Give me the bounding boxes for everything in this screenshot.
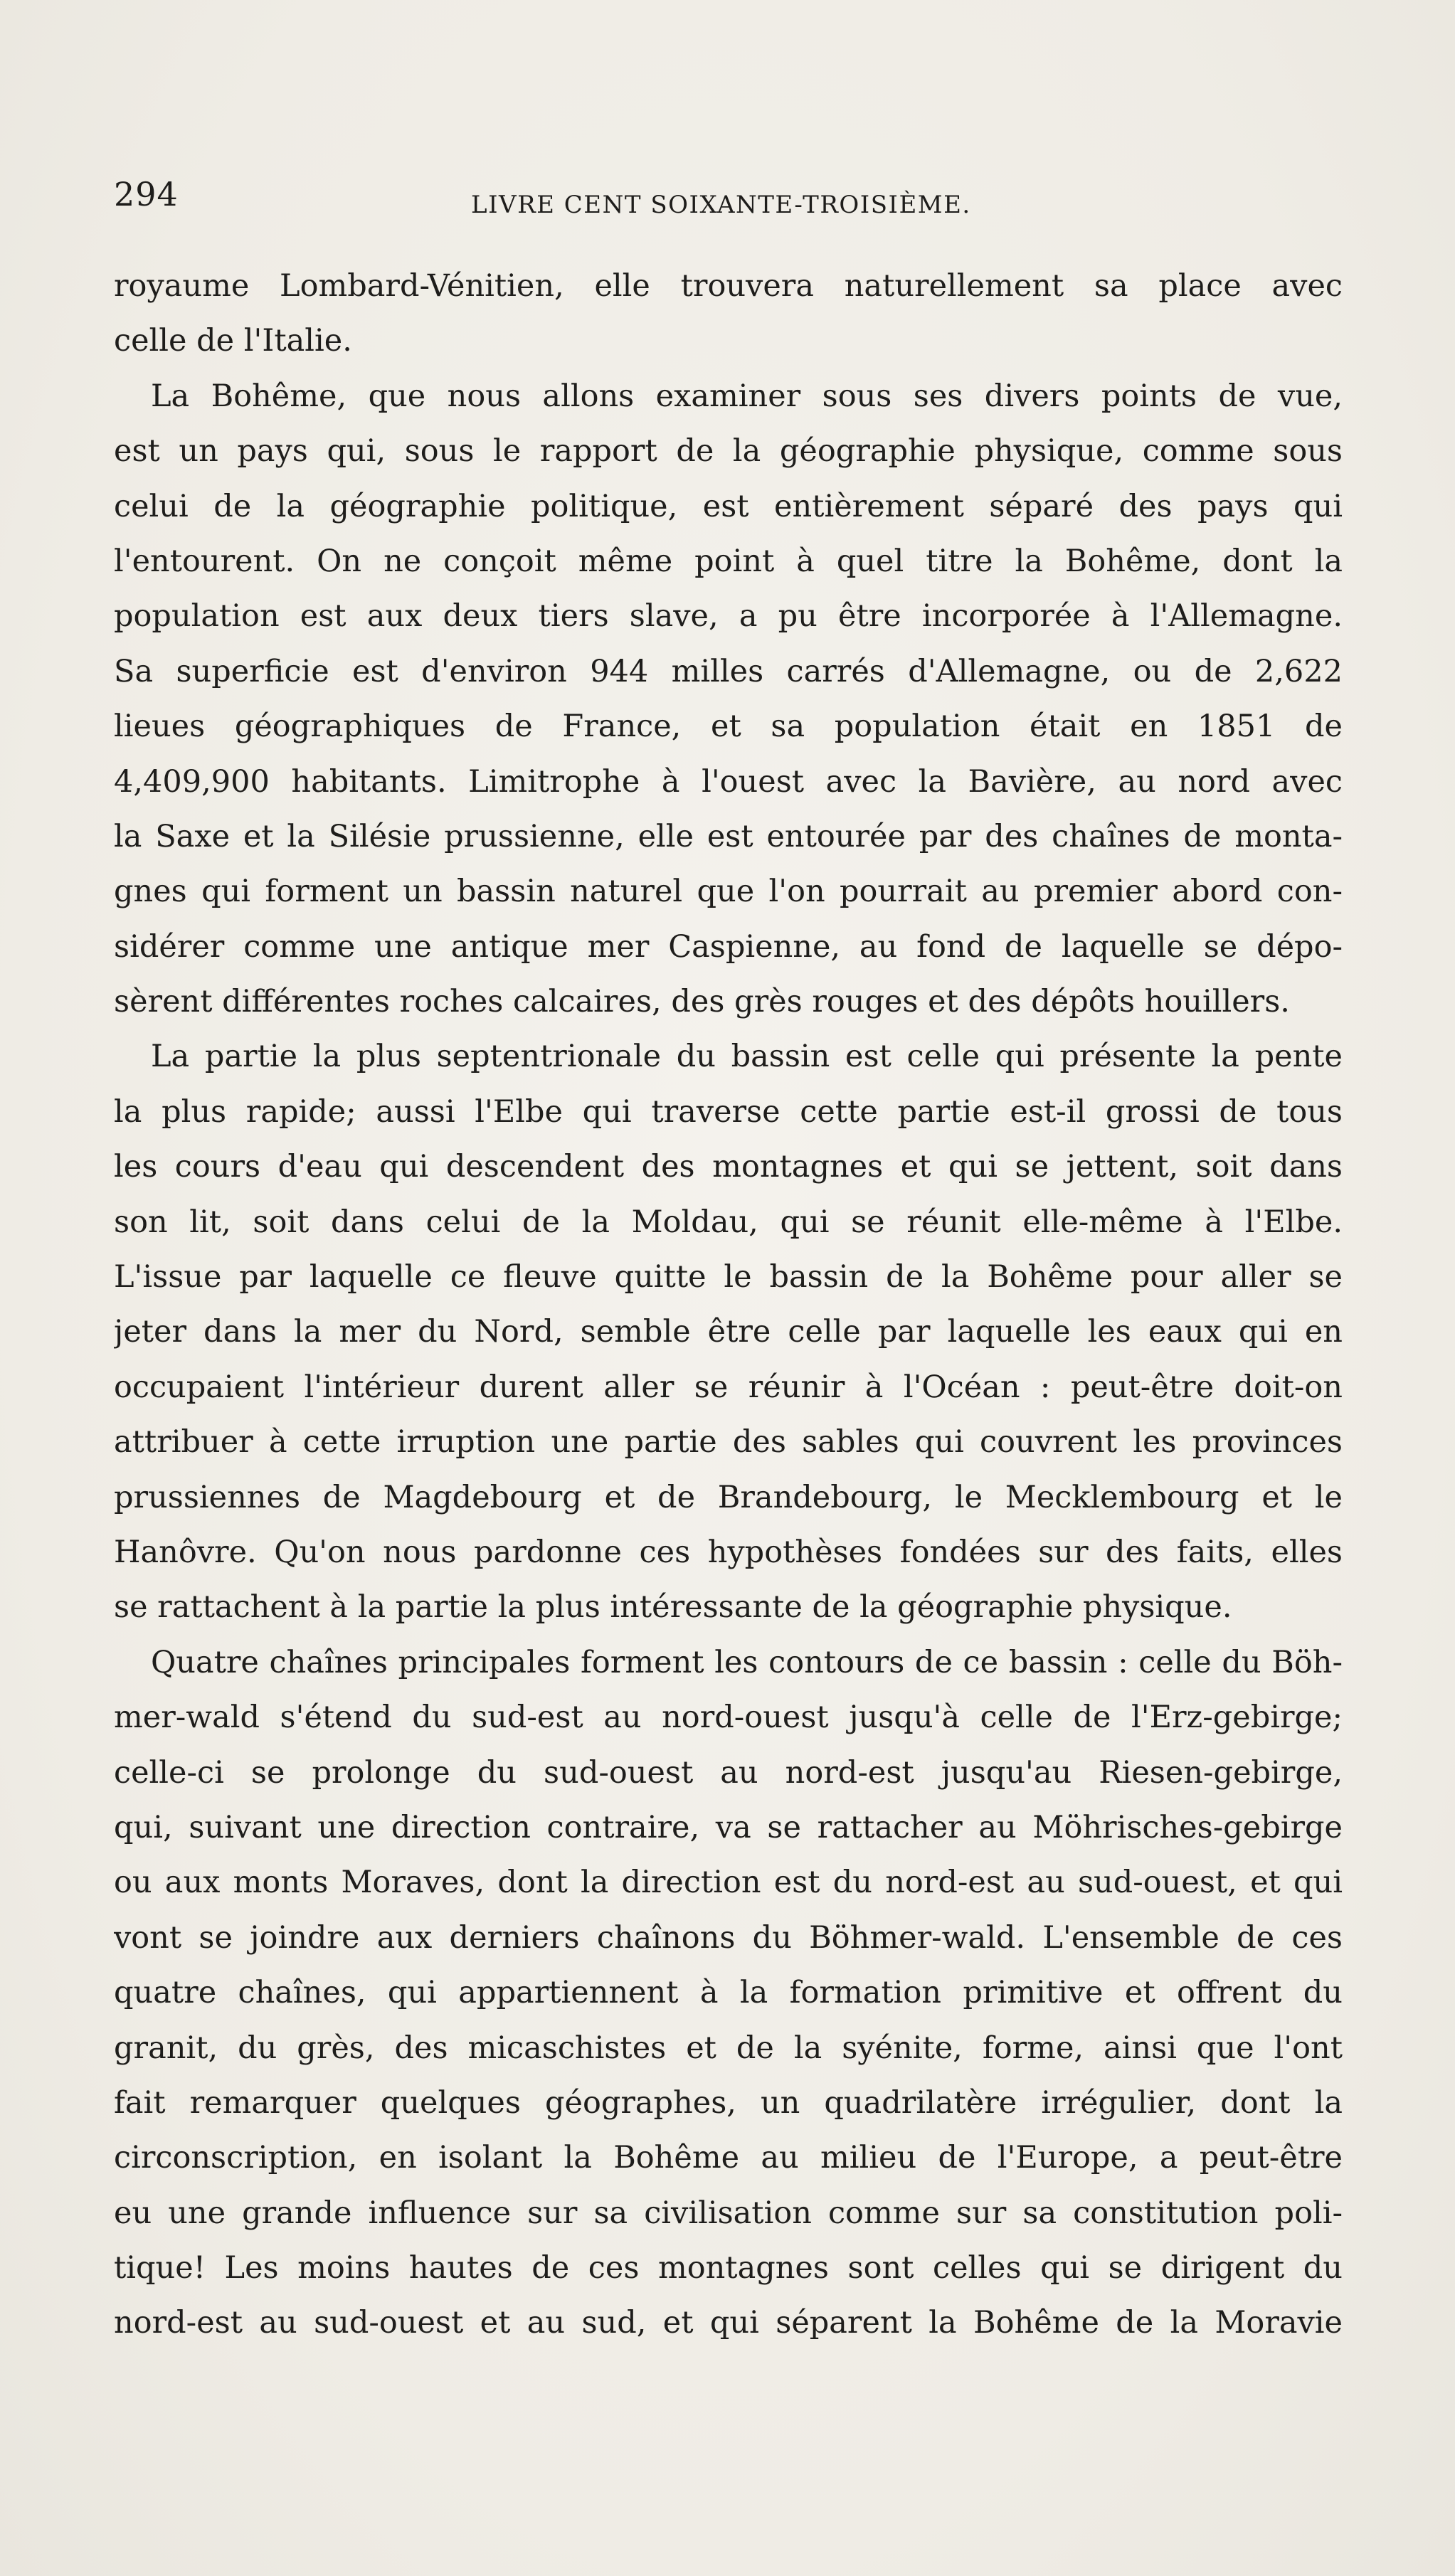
body-text [114, 259, 1343, 2351]
text-line: ou aux monts Moraves, dont la direction est du nord-est au sud-ouest, et qui [114, 1865, 1343, 1901]
text-line: fait remarquer quelques géographes, un quadrilatère irrégulier, dont la [114, 2084, 1343, 2121]
text-line: La partie la plus septentrionale du bassin est celle qui présente la pente [151, 1039, 1343, 1075]
text-line: lieues géographiques de France, et sa population était en 1851 de [114, 709, 1343, 745]
text-line: l'entourent. On ne conçoit même point à quel titre la Bohême, dont la [114, 543, 1343, 579]
text-line: quatre chaînes, qui appartiennent à la formation primitive et offrent du [114, 1975, 1343, 2011]
text-line: est un pays qui, sous le rapport de la géographie physique, comme sous [114, 433, 1343, 470]
text-line: 4,409,900 habitants. Limitrophe à l'ouest avec la Bavière, au nord avec [114, 763, 1343, 800]
text-line: L'issue par laquelle ce fleuve quitte le bassin de la Bohême pour aller se [114, 1259, 1343, 1295]
text-line: granit, du grès, des micaschistes et de la syénite, forme, ainsi que l'ont [114, 2030, 1343, 2066]
running-head: LIVRE CENT SOIXANTE-TROISIÈME. [471, 191, 971, 219]
text-line: prussiennes de Magdebourg et de Brandebourg, le Mecklembourg et le [114, 1479, 1343, 1515]
text-line: La Bohême, que nous allons examiner sous ses divers points de vue, [151, 378, 1343, 414]
page-header [114, 175, 1345, 225]
page-number: 294 [114, 175, 179, 213]
text-line: vont se joindre aux derniers chaînons du Böhmer-wald. L'ensemble de ces [114, 1919, 1343, 1956]
text-line: nord-est au sud-ouest et au sud, et qui séparent la Bohême de la Moravie [114, 2305, 1343, 2341]
text-line: la plus rapide; aussi l'Elbe qui traverse cette partie est-il grossi de tous [114, 1093, 1343, 1130]
text-line: son lit, soit dans celui de la Moldau, qui se réunit elle-même à l'Elbe. [114, 1204, 1343, 1240]
text-line: Quatre chaînes principales forment les contours de ce bassin : celle du Böh- [151, 1644, 1343, 1680]
text-line: celui de la géographie politique, est entièrement séparé des pays qui [114, 488, 1343, 524]
text-line: sidérer comme une antique mer Caspienne, au fond de laquelle se dépo- [114, 928, 1343, 965]
text-line: la Saxe et la Silésie prussienne, elle est entourée par des chaînes de monta- [114, 818, 1343, 854]
text-line: circonscription, en isolant la Bohême au milieu de l'Europe, a peut-être [114, 2140, 1343, 2176]
text-line: Sa superficie est d'environ 944 milles carrés d'Allemagne, ou de 2,622 [114, 653, 1343, 689]
text-line: occupaient l'intérieur durent aller se réunir à l'Océan : peut-être doit-on [114, 1369, 1343, 1405]
text-line: gnes qui forment un bassin naturel que l'on pourrait au premier abord con- [114, 874, 1343, 910]
text-line: les cours d'eau qui descendent des montagnes et qui se jettent, soit dans [114, 1149, 1343, 1185]
text-line: mer-wald s'étend du sud-est au nord-ouest jusqu'à celle de l'Erz-gebirge; [114, 1700, 1343, 1736]
text-line: population est aux deux tiers slave, a pu être incorporée à l'Allemagne. [114, 598, 1343, 635]
text-line: tique! Les moins hautes de ces montagnes sont celles qui se dirigent du [114, 2250, 1343, 2286]
text-line: celle de l'Italie. [114, 323, 352, 359]
text-line: royaume Lombard-Vénitien, elle trouvera naturellement sa place avec [114, 268, 1343, 304]
text-line: eu une grande influence sur sa civilisation comme sur sa constitution poli- [114, 2195, 1343, 2231]
text-line: se rattachent à la partie la plus intéressante de la géographie physique. [114, 1589, 1232, 1626]
text-line: celle-ci se prolonge du sud-ouest au nord-est jusqu'au Riesen-gebirge, [114, 1754, 1343, 1791]
text-line: jeter dans la mer du Nord, semble être celle par laquelle les eaux qui en [114, 1314, 1343, 1350]
text-line: sèrent différentes roches calcaires, des grès rouges et des dépôts houillers. [114, 984, 1290, 1020]
text-line: attribuer à cette irruption une partie des sables qui couvrent les provinces [114, 1424, 1343, 1461]
text-line: Hanôvre. Qu'on nous pardonne ces hypothèses fondées sur des faits, elles [114, 1534, 1343, 1570]
text-line: qui, suivant une direction contraire, va se rattacher au Möhrisches-gebirge [114, 1809, 1343, 1845]
